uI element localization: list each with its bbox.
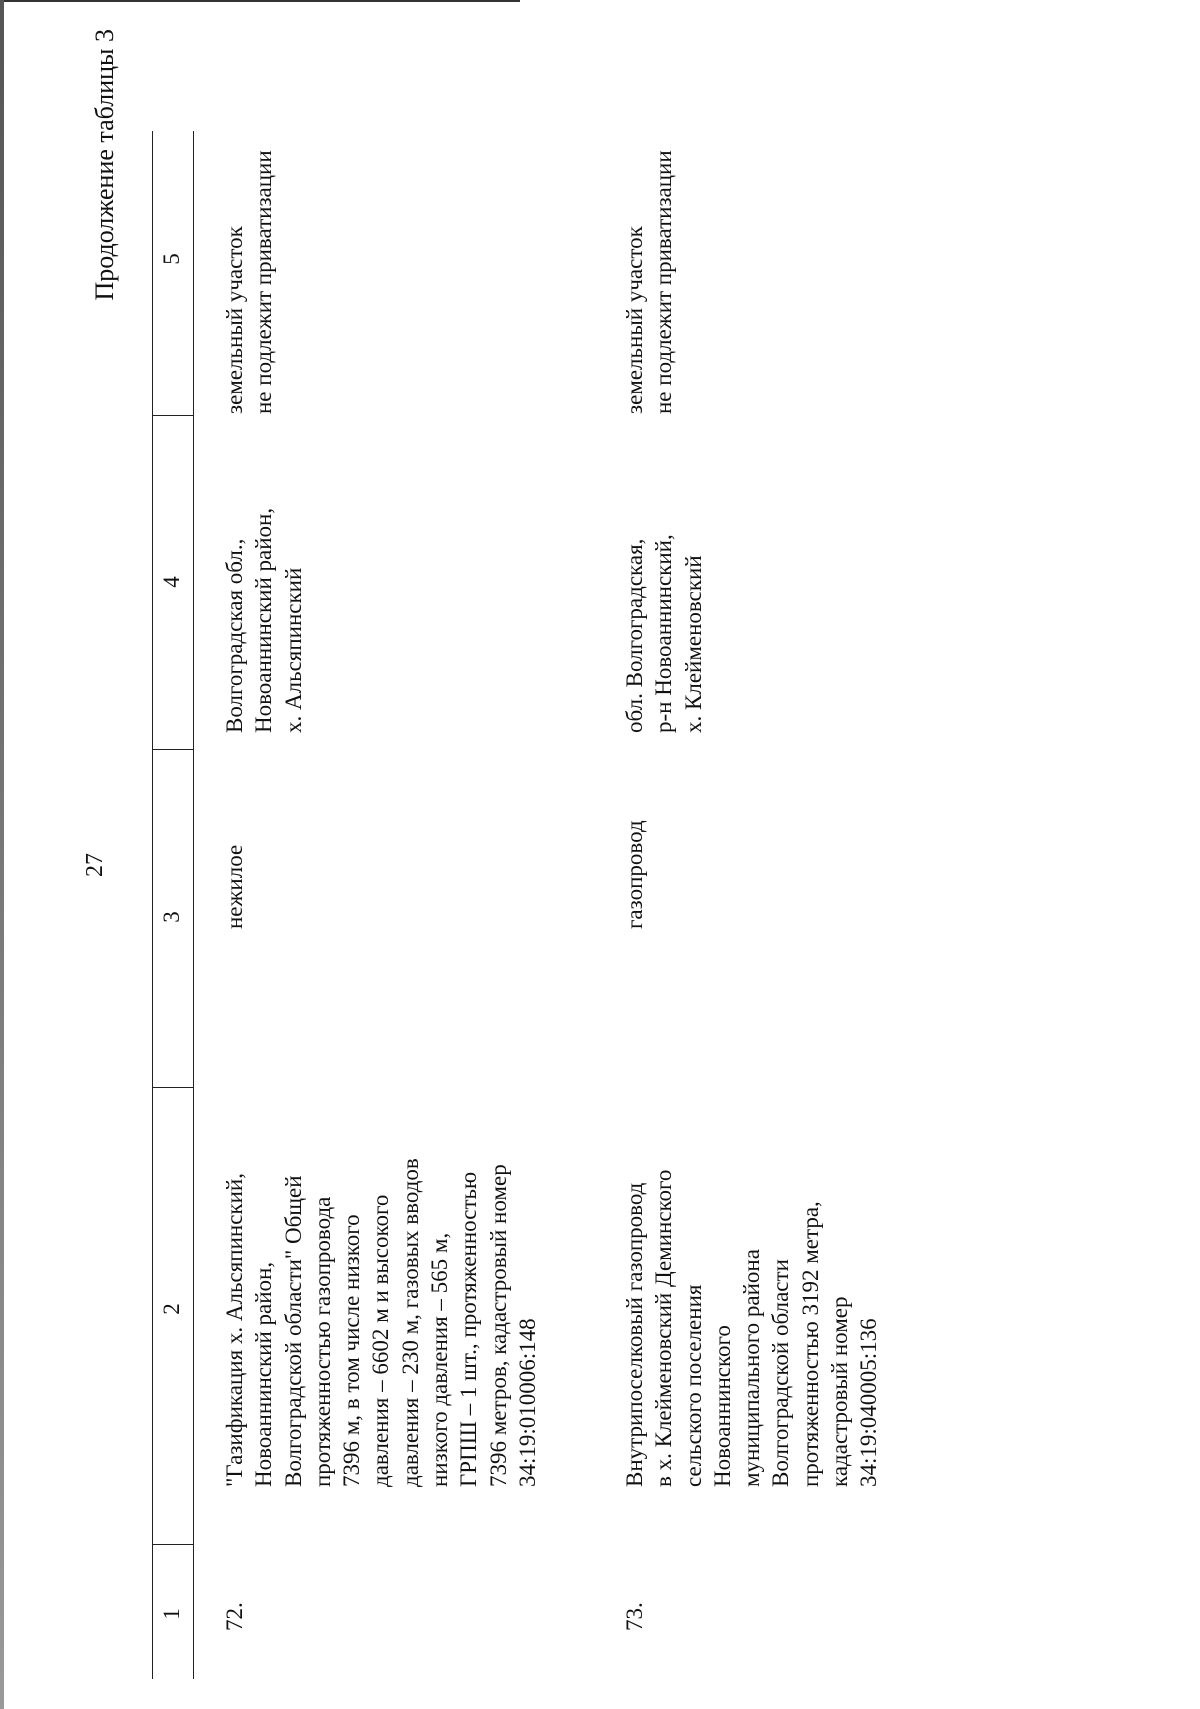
column-separator [152,1544,193,1545]
page-number: 27 [82,853,108,877]
object-type: газопровод [622,820,647,929]
column-separator [152,1087,193,1088]
column-number-4: 4 [159,576,184,588]
object-type: нежилое [222,844,247,929]
object-address: Волгоградская обл., Новоаннинский район, х. Альсяпинский [222,507,306,733]
table-header-rule [193,131,194,1679]
column-number-2: 2 [159,1303,184,1315]
column-separator [152,749,193,750]
object-description: Внутрипоселковый газопровод в х. Клейменовский Деминского сельского поселения Новоаннинского муниципального района Волгоградской области протяженностью 3192 метра, кадастровый номер 34:19:040005:136 [622,1169,882,1487]
column-number-1: 1 [159,1608,184,1620]
column-number-3: 3 [159,911,184,923]
table-continuation-label: Продолжение таблицы 3 [90,29,119,301]
table-top-rule [152,131,153,1679]
column-separator [152,415,193,416]
object-description: "Газификация х. Альсяпинский, Новоаннинский район, Волгоградской области" Общей протяженностью газопровода 7396 м, в том числе низкого давления – 6602 м и высокого давления – 230 м, газовых вводов низкого давления – 565 м, ГРПШ – 1 шт., протяженностью 7396 метров, кадастровый номер 34:19:010006:148 [222,1158,540,1487]
column-number-5: 5 [159,253,184,265]
object-note: земельный участок не подлежит приватизации [622,150,677,414]
object-address: обл. Волгоградская, р-н Новоаннинский, х. Клейменовский [622,534,706,733]
row-number: 73. [622,1602,647,1631]
property-table [150,99,1200,1679]
row-number: 72. [222,1602,247,1631]
object-note: земельный участок не подлежит приватизации [222,150,277,414]
